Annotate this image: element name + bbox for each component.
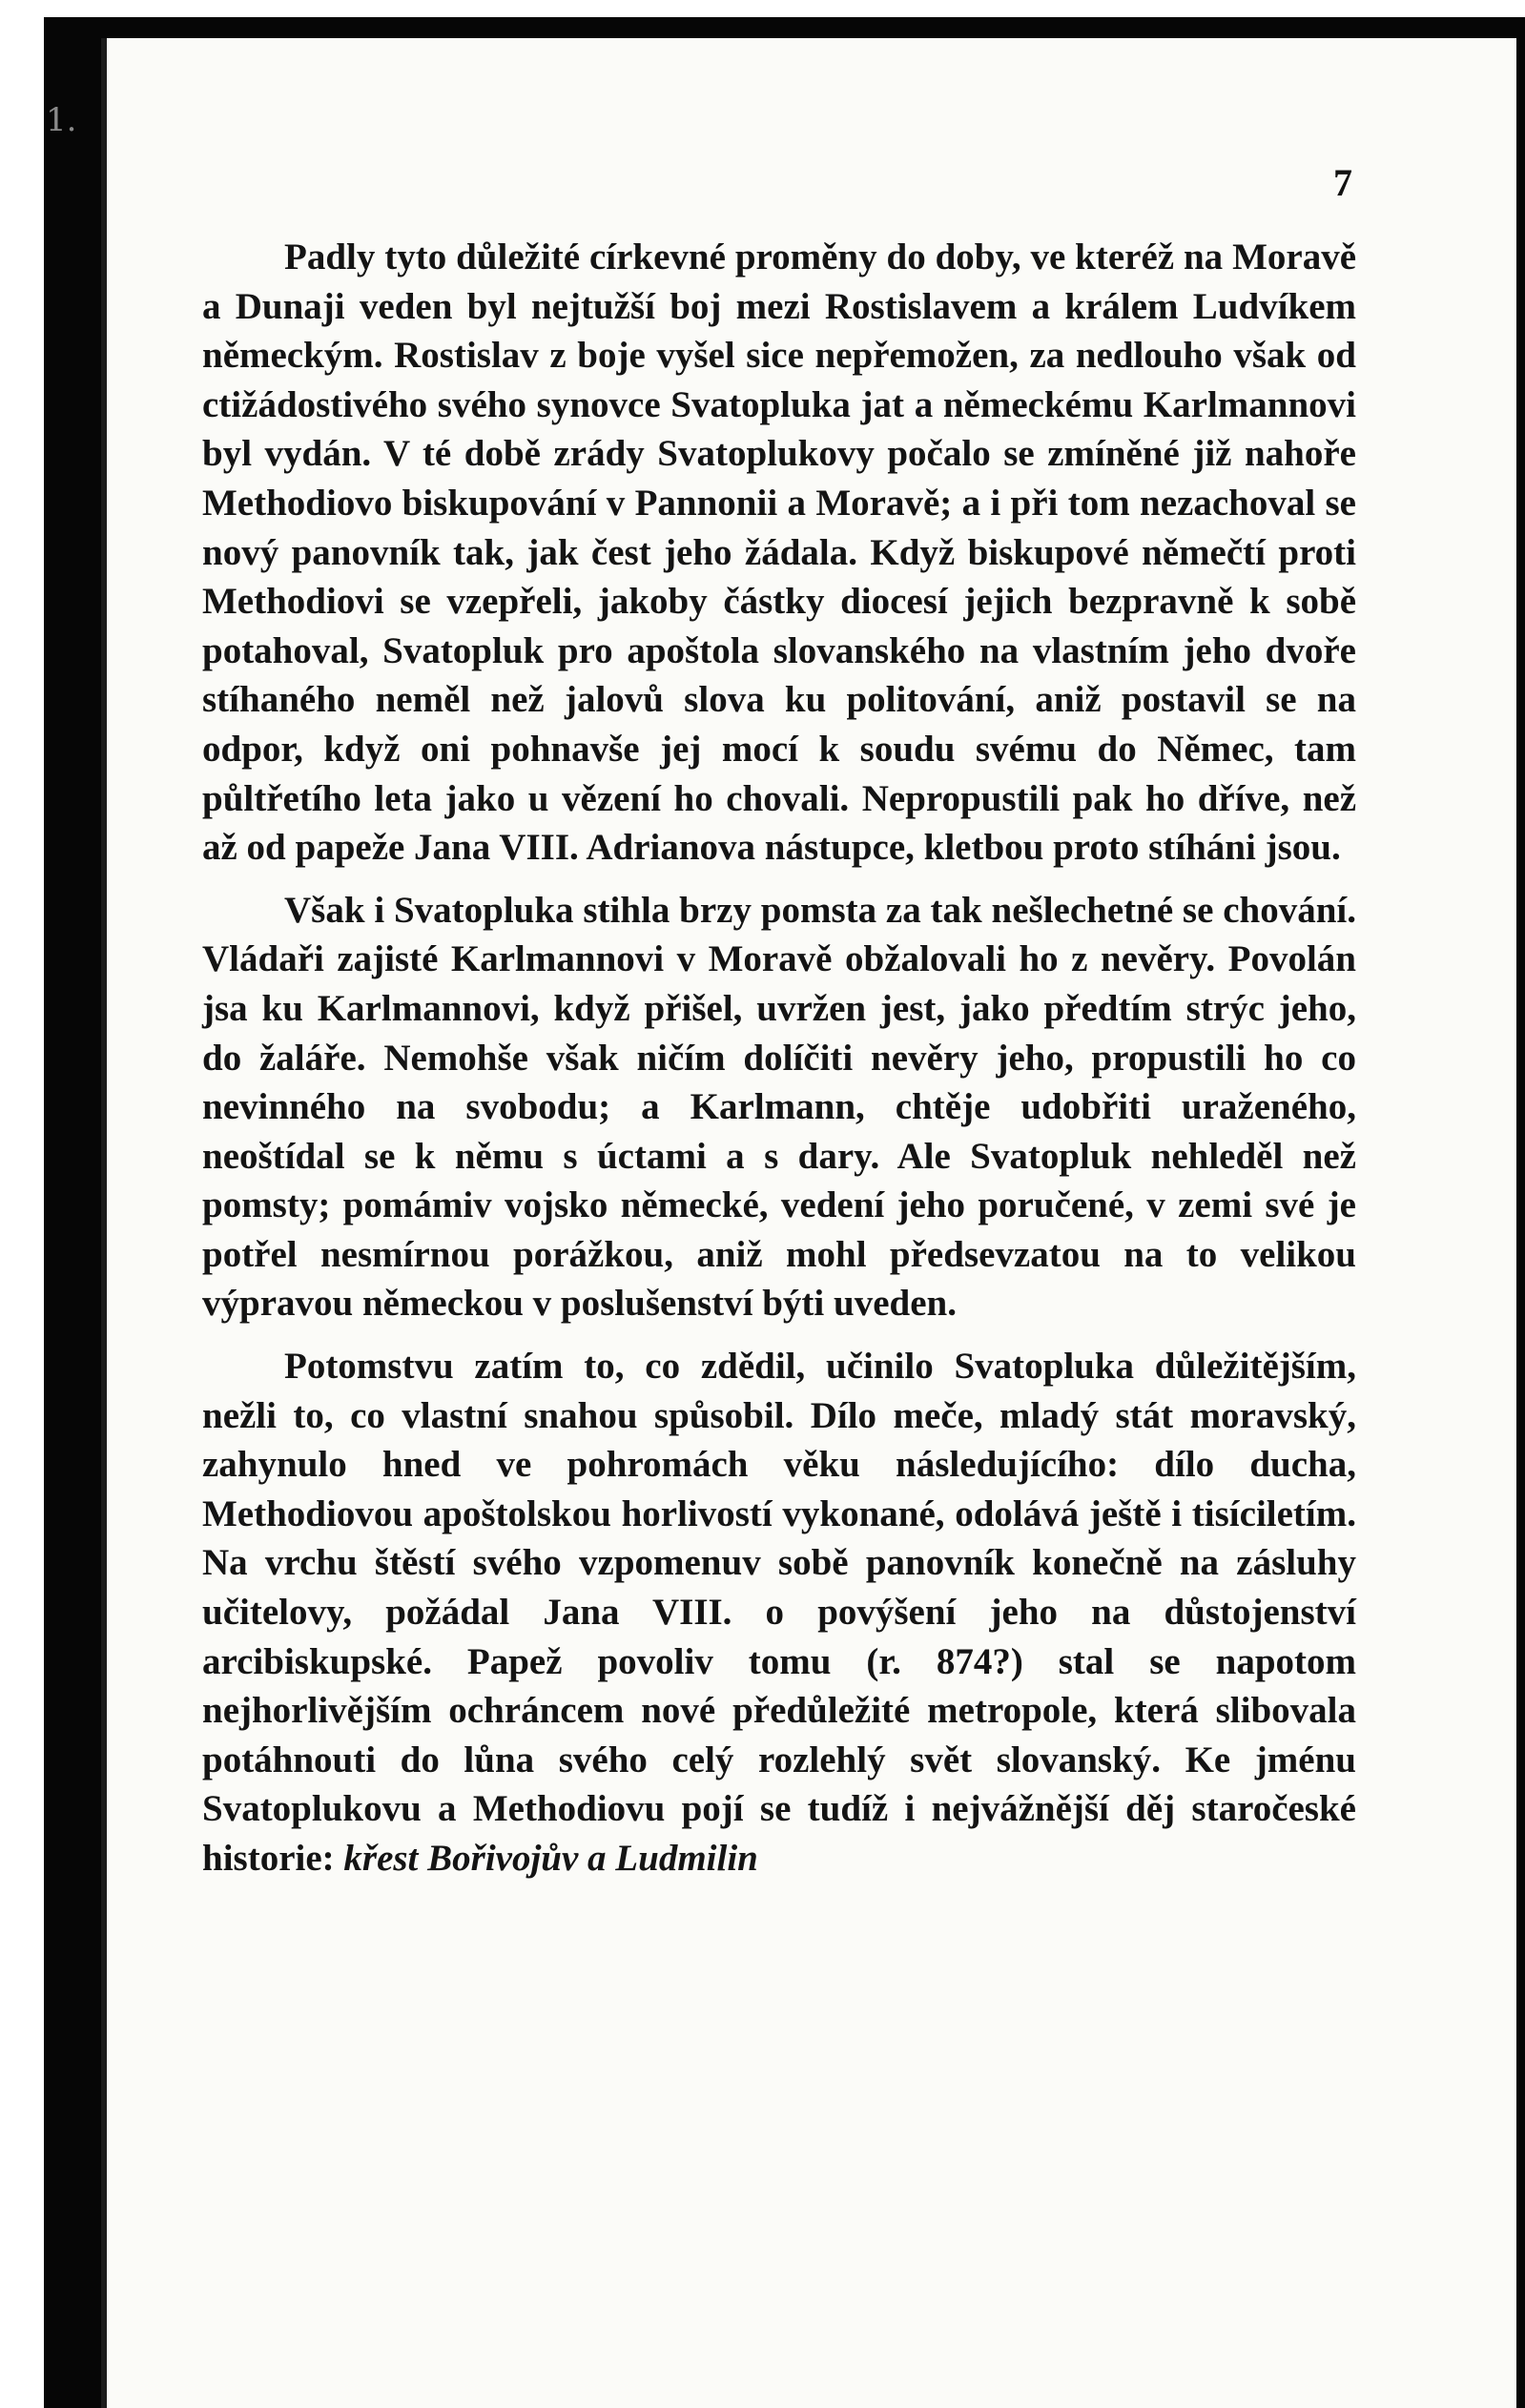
page-number: 7 [1333, 161, 1352, 204]
paragraph-3-text: Potomstvu zatím to, co zdědil, učinilo Svatopluka důležitějším, nežli to, co vlastní snahou spůsobil. Dílo meče, mladý stát moravský, zahynulo hned ve pohromách věku následujícího: dílo ducha, Methodiovou apoštolskou horlivostí vykonané, odolává ještě i tisíciletím. Na vrchu štěstí svého vzpomenuv sobě panovník konečně na zásluhy učitelovy, požádal Jana VIII. o povýšení jeho na důstojenství arcibiskupské. Papež povoliv tomu (r. 874?) stal se napotom nejhorlivějším ochráncem nové předůležité metropole, která slibovala potáhnouti do lůna svého celý rozlehlý svět slovanský. Ke jménu Svatoplukovu a Methodiovu pojí se tudíž i nejvážnější děj staročeské historie: [202, 1346, 1356, 1879]
paragraph-2: Však i Svatopluka stihla brzy pomsta za tak nešlechetné se chování. Vládaři zajisté Karlmannovi v Moravě obžalovali ho z nevěry. Povolán jsa ku Karlmannovi, když přišel, uvržen jest, jako předtím strýc jeho, do žaláře. Nemohše však ničím dolíčiti nevěry jeho, propustili ho co nevinného na svobodu; a Karlmann, chtěje udobřiti uraženého, neoštídal se k němu s úctami a s dary. Ale Svatopluk nehleděl než pomsty; pomámiv vojsko německé, vedení jeho poručené, v zemi své je potřel nesmírnou porážkou, aniž mohl předsevzatou na to velikou výpravou německou v poslušenství býti uveden. [202, 889, 1356, 1325]
paragraph-1: Padly tyto důležité církevné proměny do doby, ve kteréž na Moravě a Dunaji veden byl nejtužší boj mezi Rostislavem a králem Ludvíkem německým. Rostislav z boje vyšel sice nepřemožen, za nedlouho však od ctižádostivého svého synovce Svatopluka jat a německému Karlmannovi byl vydán. V té době zrády Svatoplukovy počalo se zmíněné již nahoře Methodiovo biskupování v Pannonii a Moravě; a i při tom nezachoval se nový panovník tak, jak čest jeho žádala. Když biskupové němečtí proti Methodiovi se vzepřeli, jakoby částky diocesí jejich bezpravně k sobě potahoval, Svatopluk pro apoštola slovanského na vlastním jeho dvoře stíhaného neměl než jalovů slova ku politování, aniž postavil se na odpor, když oni pohnavše jej mocí k soudu svému do Němec, tam půltřetího leta jako u vězení ho chovali. Nepropustili pak ho dříve, než až od papeže Jana VIII. Adrianova nástupce, kletbou proto stíháni jsou. [202, 237, 1356, 869]
paragraph-3 [202, 1342, 1356, 1883]
body-text [202, 233, 1356, 1883]
margin-mark: 1. [46, 101, 77, 139]
paragraph-3-italic-tail: křest Bořivojův a Ludmilin [343, 1838, 758, 1879]
